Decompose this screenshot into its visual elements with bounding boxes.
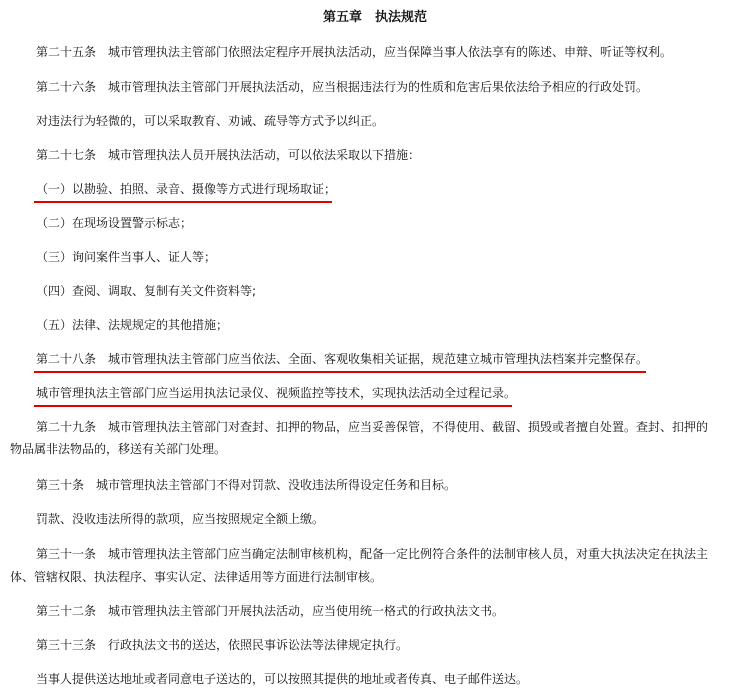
article-33: 第三十三条 行政执法文书的送达，依照民事诉讼法等法律规定执行。 (36, 638, 409, 652)
article-26-note: 对违法行为轻微的，可以采取教育、劝诫、疏导等方式予以纠正。 (36, 114, 385, 128)
article-26: 第二十六条 城市管理执法主管部门开展执法活动，应当根据违法行为的性质和危害后果依法给予相应的行政处罚。 (36, 80, 649, 94)
highlight-underline-measure-1 (34, 201, 332, 203)
article-27: 第二十七条 城市管理执法人员开展执法活动，可以依法采取以下措施： (36, 148, 421, 162)
article-30: 第三十条 城市管理执法主管部门不得对罚款、没收违法所得设定任务和目标。 (36, 478, 457, 492)
article-28-recording: 城市管理执法主管部门应当运用执法记录仪、视频监控等技术，实现执法活动全过程记录。 (36, 386, 517, 400)
measure-3: （三）询问案件当事人、证人等； (36, 250, 217, 264)
article-32: 第三十二条 城市管理执法主管部门开展执法活动，应当使用统一格式的行政执法文书。 (36, 604, 505, 618)
article-31-line-2: 体、管辖权限、执法程序、事实认定、法律适用等方面进行法制审核。 (10, 570, 383, 584)
measure-4: （四）查阅、调取、复制有关文件资料等; (36, 284, 257, 298)
highlight-underline-recording (34, 405, 512, 407)
article-29-line-2: 物品属非法物品的，移送有关部门处理。 (10, 442, 227, 456)
measure-1: （一）以勘验、拍照、录音、摄像等方式进行现场取证； (36, 182, 337, 196)
article-29-line-1: 第二十九条 城市管理执法主管部门对查封、扣押的物品，应当妥善保管，不得使用、截留、损毁或者擅自处置。查封、扣押的 (36, 420, 709, 434)
article-30-note: 罚款、没收违法所得的款项，应当按照规定全额上缴。 (36, 512, 325, 526)
article-33-note: 当事人提供送达地址或者同意电子送达的，可以按照其提供的地址或者传真、电子邮件送达。 (36, 672, 529, 686)
highlight-underline-article-28 (34, 371, 646, 373)
chapter-title: 第五章 执法规范 (322, 10, 427, 25)
measure-2: （二）在现场设置警示标志； (36, 216, 193, 230)
measure-5: （五）法律、法规规定的其他措施； (36, 318, 229, 332)
article-31-line-1: 第三十一条 城市管理执法主管部门应当确定法制审核机构，配备一定比例符合条件的法制审核人员，对重大执法决定在执法主 (36, 547, 709, 561)
article-25: 第二十五条 城市管理执法主管部门依照法定程序开展执法活动，应当保障当事人依法享有的陈述、申辩、听证等权利。 (36, 45, 673, 59)
article-28: 第二十八条 城市管理执法主管部门应当依法、全面、客观收集相关证据，规范建立城市管理执法档案并完整保存。 (36, 352, 649, 366)
